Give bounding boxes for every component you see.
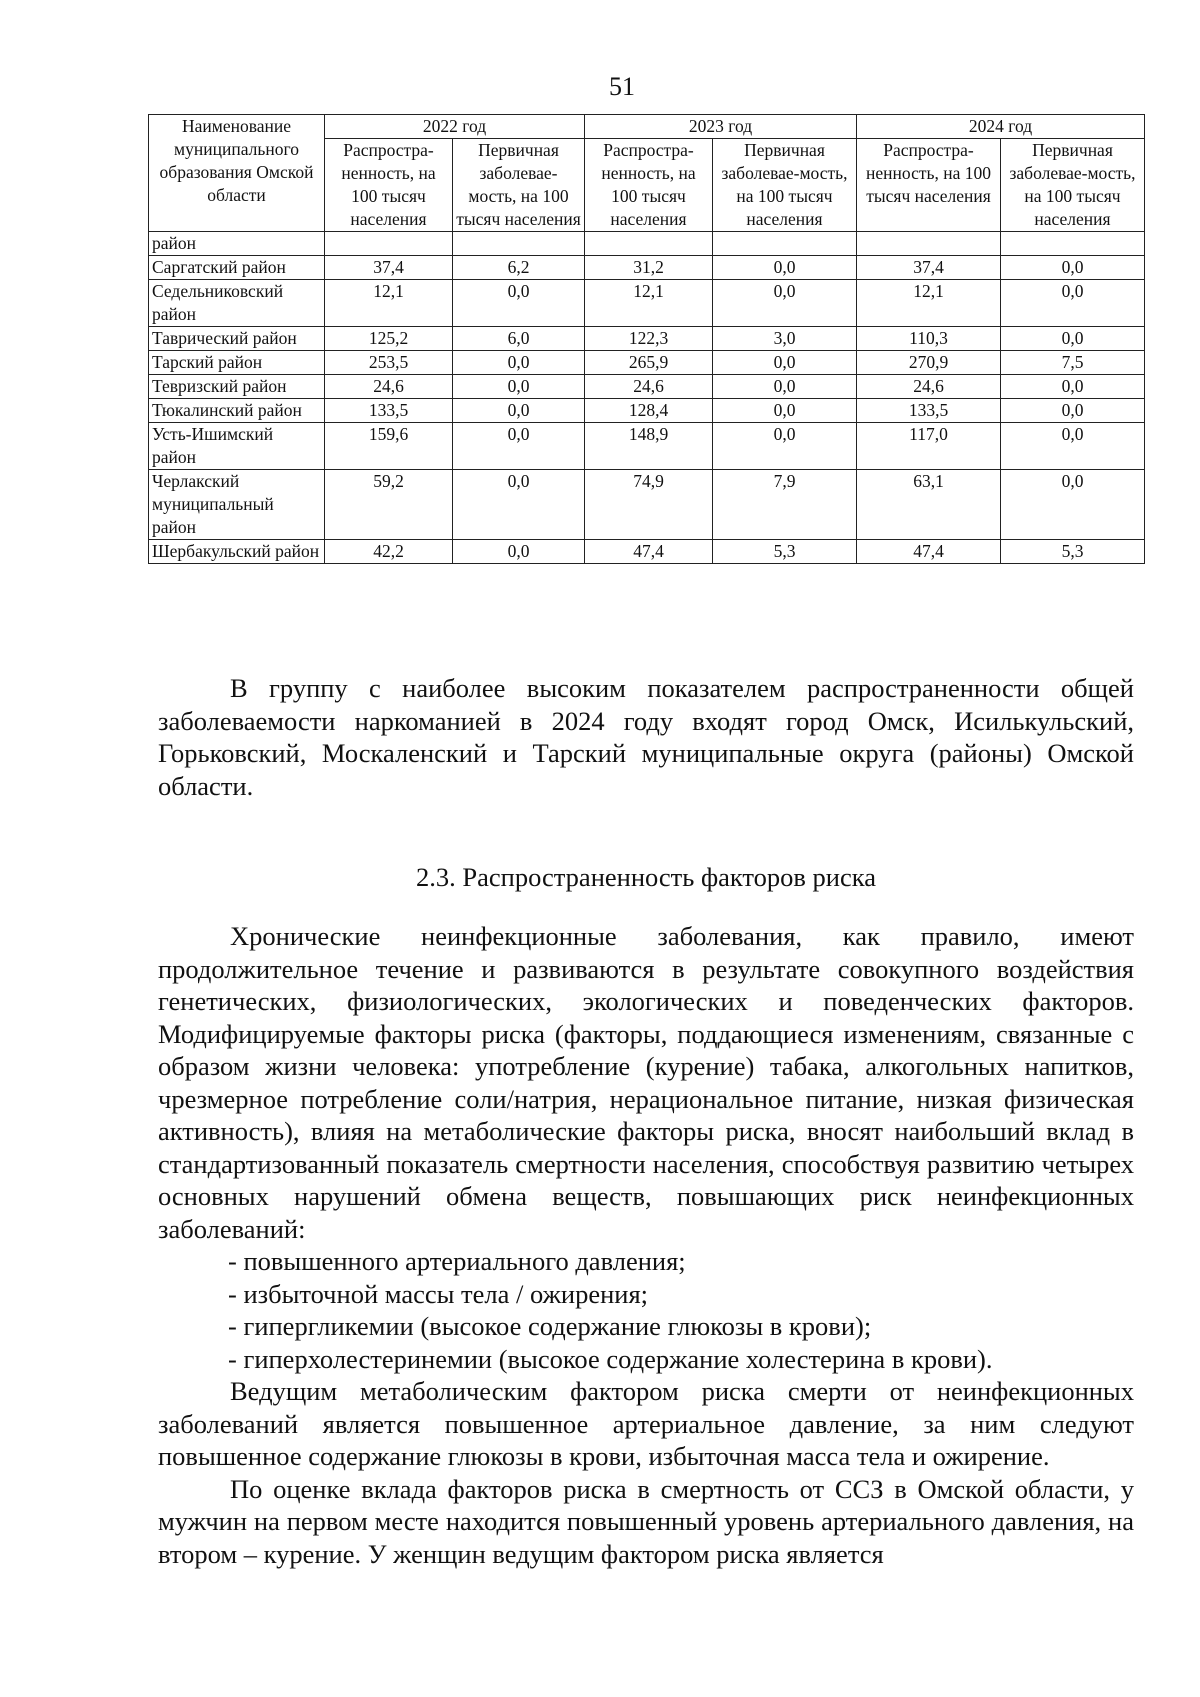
list-item: - повышенного артериального давления; [228,1246,686,1276]
cell-value: 5,3 [1001,540,1145,564]
cell-value: 128,4 [585,399,713,423]
cell-value: 47,4 [585,540,713,564]
table-row [149,423,1145,470]
cell-value: 37,4 [325,256,453,280]
cell-value: 0,0 [713,423,857,470]
cell-value: 0,0 [453,540,585,564]
row-name: район [149,232,325,256]
cell-value: 117,0 [857,423,1001,470]
cell-value: 7,9 [713,470,857,540]
cell-value: 133,5 [857,399,1001,423]
cell-value: 265,9 [585,351,713,375]
cell-value: 0,0 [453,375,585,399]
cell-value: 159,6 [325,423,453,470]
cell-value: 0,0 [453,423,585,470]
table-row [149,470,1145,540]
cell-value: 0,0 [453,280,585,327]
cell-value: 0,0 [453,351,585,375]
cell-value: 270,9 [857,351,1001,375]
cell-value: 0,0 [713,256,857,280]
cell-value: 0,0 [1001,280,1145,327]
cell-value: 125,2 [325,327,453,351]
cell-value: 37,4 [857,256,1001,280]
cell-value: 6,2 [453,256,585,280]
cell-value: 47,4 [857,540,1001,564]
subheader-incidence-2023: Первичная заболевае-мость, на 100 тысяч населения [713,139,857,232]
cell-value: 42,2 [325,540,453,564]
cell-value: 0,0 [1001,423,1145,470]
cell-value: 0,0 [713,375,857,399]
cell-value: 6,0 [453,327,585,351]
cell-value: 12,1 [325,280,453,327]
paragraph-chronic-diseases: Хронические неинфекционные заболевания, как правило, имеют продолжительное течение и развиваются в результате совокупного воздействия генетических, физиологических, экологических и поведенческих факторов. Модифицируемые факторы риска (факторы, поддающиеся изменениям, связанные с образом жизни человека: употребление (курение) табака, алкогольных напитков, чрезмерное потребление соли/натрия, нерациональное питание, низкая физическая активность), влияя на метаболические факторы риска, вносят наибольший вклад в стандартизованный показатель смертности населения, способствуя развитию четырех основных нарушений обмена веществ, повышающих риск неинфекционных заболеваний: [158,921,1134,1244]
cell-value: 12,1 [857,280,1001,327]
table-header-row [149,115,1145,139]
cell-value: 0,0 [1001,327,1145,351]
row-name: Черлакский муниципальный район [149,470,325,540]
row-name: Седельниковский район [149,280,325,327]
morbidity-table [148,114,1145,564]
cell-value: 0,0 [713,351,857,375]
cell-value: 63,1 [857,470,1001,540]
row-name: Таврический район [149,327,325,351]
subheader-prevalence-2023: Распростра-ненность, на 100 тысяч населения [585,139,713,232]
cell-value: 74,9 [585,470,713,540]
cell-value: 24,6 [585,375,713,399]
page-number: 51 [609,72,635,101]
main-text-block [158,920,1134,1570]
cell-value: 0,0 [1001,375,1145,399]
cell-value: 148,9 [585,423,713,470]
table-row [149,256,1145,280]
cell-value: 133,5 [325,399,453,423]
section-heading: 2.3. Распространенность факторов риска [416,862,876,892]
row-name: Саргатский район [149,256,325,280]
header-municipality: Наименование муниципального образования Омской области [149,115,325,232]
table-row-continuation [149,232,1145,256]
cell-value: 5,3 [713,540,857,564]
risk-list [158,1245,1134,1375]
row-name: Усть-Ишимский район [149,423,325,470]
list-item: - гипергликемии (высокое содержание глюкозы в крови); [228,1311,872,1341]
subheader-prevalence-2024: Распростра-ненность, на 100 тысяч населения [857,139,1001,232]
table-row [149,399,1145,423]
cell-value: 0,0 [453,399,585,423]
header-year-2024: 2024 год [857,115,1145,139]
row-name: Тарский район [149,351,325,375]
cell-value: 59,2 [325,470,453,540]
paragraph-drug-addiction [158,672,1134,802]
cell-value: 12,1 [585,280,713,327]
row-name: Шербакульский район [149,540,325,564]
row-name: Тевризский район [149,375,325,399]
cell-value: 0,0 [453,470,585,540]
cell-value: 24,6 [325,375,453,399]
paragraph-leading-factor: Ведущим метаболическим фактором риска смерти от неинфекционных заболеваний является повышенное артериальное давление, за ним следуют повышенное содержание глюкозы в крови, избыточная масса тела и ожирение. [158,1376,1134,1471]
cell-value: 110,3 [857,327,1001,351]
paragraph-risk-assessment: По оценке вклада факторов риска в смертность от ССЗ в Омской области, у мужчин на первом месте находится повышенный уровень артериального давления, на втором – курение. У женщин ведущим фактором риска является [158,1473,1134,1569]
list-item: - избыточной массы тела / ожирения; [228,1278,649,1309]
table-row [149,375,1145,399]
paragraph-text: В группу с наиболее высоким показателем распространенности общей заболеваемости наркоманией в 2024 году входят город Омск, Исилькульский, Горьковский, Москаленский и Тарский муниципальные округа (районы) Омской области. [158,673,1134,801]
cell-value: 0,0 [713,399,857,423]
header-year-2022: 2022 год [325,115,585,139]
table-row [149,351,1145,375]
cell-value: 253,5 [325,351,453,375]
subheader-prevalence-2022: Распростра-ненность, на 100 тысяч населения [325,139,453,232]
cell-value: 7,5 [1001,351,1145,375]
cell-value: 0,0 [1001,256,1145,280]
table-row [149,540,1145,564]
subheader-incidence-2024: Первичная заболевае-мость, на 100 тысяч населения [1001,139,1145,232]
cell-value: 24,6 [857,375,1001,399]
cell-value: 0,0 [1001,470,1145,540]
cell-value: 0,0 [713,280,857,327]
table-row [149,327,1145,351]
list-item: - гиперхолестеринемии (высокое содержание холестерина в крови). [228,1343,993,1374]
table-row [149,280,1145,327]
row-name: Тюкалинский район [149,399,325,423]
cell-value: 122,3 [585,327,713,351]
subheader-incidence-2022: Первичная заболевае-мость, на 100 тысяч населения [453,139,585,232]
cell-value: 31,2 [585,256,713,280]
cell-value: 0,0 [1001,399,1145,423]
header-year-2023: 2023 год [585,115,857,139]
cell-value: 3,0 [713,327,857,351]
